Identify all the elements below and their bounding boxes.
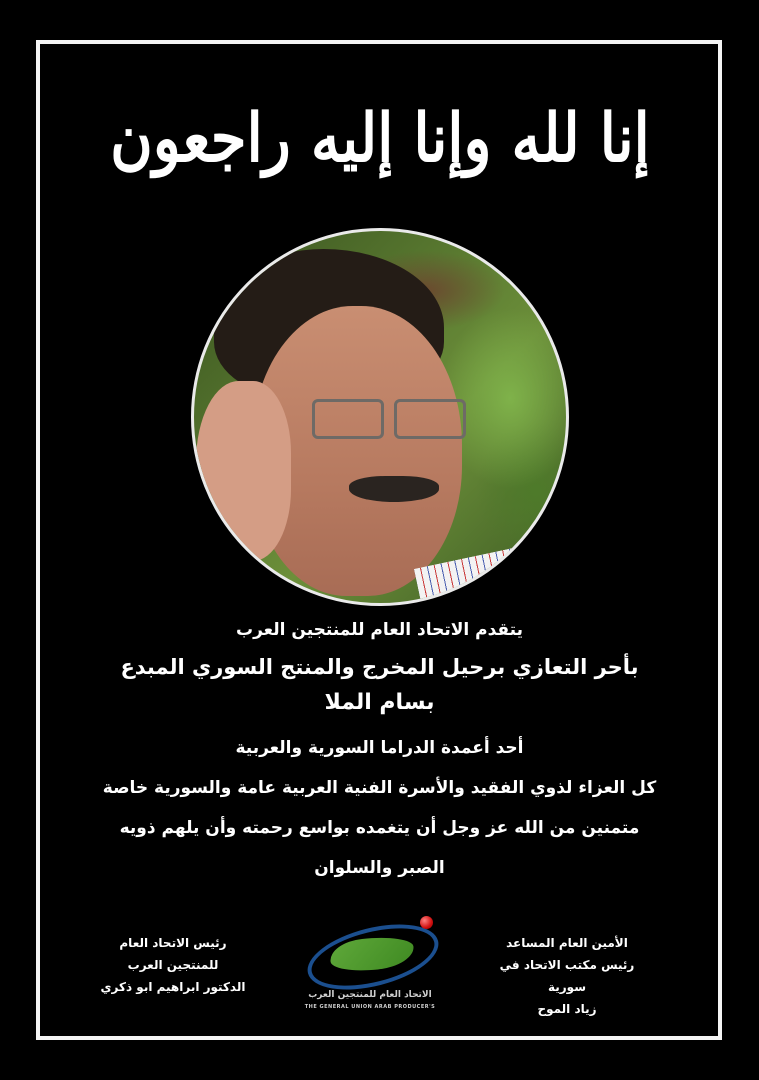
signature-right-title2: رئيس مكتب الاتحاد في سورية bbox=[499, 958, 635, 994]
signature-left-title2: للمنتجين العرب bbox=[127, 958, 219, 972]
glasses-lens-right bbox=[394, 399, 466, 439]
signature-right bbox=[482, 932, 652, 1020]
glasses-icon bbox=[312, 399, 472, 437]
quran-verse-calligraphy: إنا لله وإنا إليه راجعون bbox=[110, 98, 650, 178]
announcement-line-4: أحد أعمدة الدراما السورية والعربية bbox=[235, 738, 524, 758]
logo-name-english: THE GENERAL UNION ARAB PRODUCER'S bbox=[304, 1004, 436, 1010]
announcement-line-2: بأحر التعازي برحيل المخرج والمنتج السوري المبدع bbox=[120, 655, 639, 679]
logo-red-dot-icon bbox=[420, 916, 433, 929]
portrait-mustache bbox=[349, 476, 439, 502]
announcement-line-1: يتقدم الاتحاد العام للمنتجين العرب bbox=[236, 620, 523, 640]
logo-name-arabic: الاتحاد العام للمنتجين العرب bbox=[308, 990, 432, 1000]
signature-left-title1: رئيس الاتحاد العام bbox=[119, 936, 227, 950]
portrait-hand bbox=[196, 381, 291, 561]
signature-left bbox=[88, 932, 258, 998]
announcement-line-5: كل العزاء لذوي الفقيد والأسرة الفنية العربية عامة والسورية خاصة bbox=[102, 778, 657, 798]
union-logo bbox=[300, 912, 440, 1012]
announcement-line-6: متمنين من الله عز وجل أن يتغمده بواسع رحمته وأن يلهم ذويه bbox=[119, 818, 640, 838]
signature-right-name: زياد الموح bbox=[537, 1002, 597, 1016]
glasses-lens-left bbox=[312, 399, 384, 439]
portrait-photo bbox=[191, 228, 569, 606]
deceased-name: بسام الملا bbox=[324, 690, 435, 715]
signature-left-name: الدكتور ابراهيم ابو ذكري bbox=[100, 980, 246, 994]
announcement-line-7: الصبر والسلوان bbox=[314, 858, 445, 878]
signature-right-title1: الأمين العام المساعد bbox=[506, 936, 628, 950]
